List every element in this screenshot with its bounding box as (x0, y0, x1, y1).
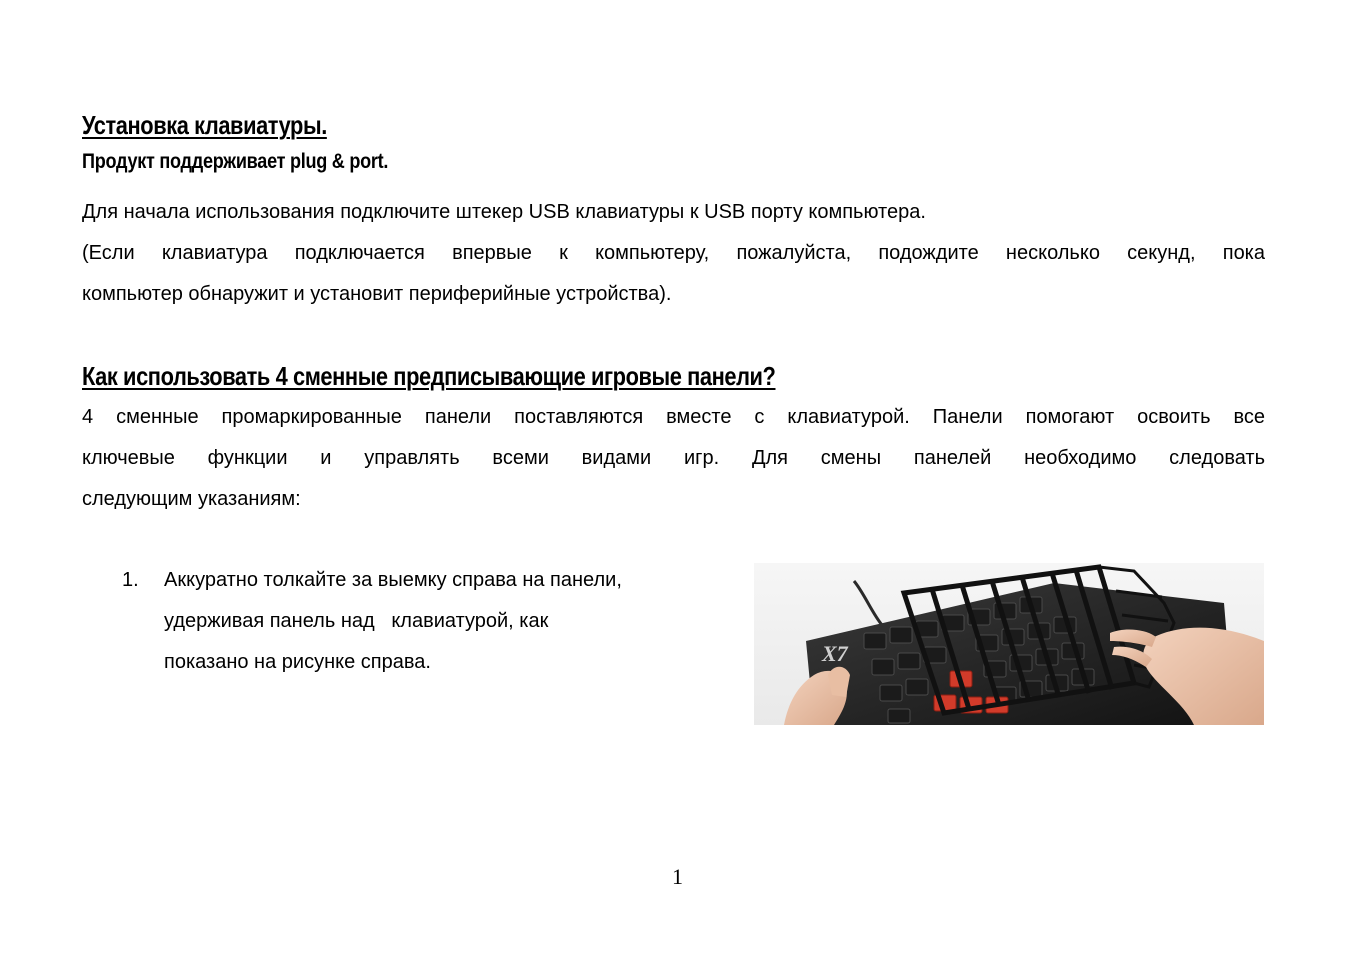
paragraph-line: Для начала использования подключите штекер USB клавиатуры к USB порту компьютера. (82, 201, 926, 223)
section-subtitle-plug-and-port: Продукт поддерживает plug & port. (82, 150, 389, 173)
paragraph-line: компьютер обнаружит и установит периферийные устройства). (82, 283, 672, 305)
step-text (164, 560, 724, 683)
step-line: показано на рисунке справа. (164, 651, 431, 673)
installation-paragraph (82, 192, 1265, 315)
game-panels-paragraph (82, 397, 1265, 520)
section-title-game-panels: Как использовать 4 сменные предписывающие игровые панели? (82, 361, 776, 391)
step-line: Аккуратно толкайте за выемку справа на панели, (164, 569, 622, 591)
page-number: 1 (672, 864, 683, 889)
section-title-keyboard-installation: Установка клавиатуры. (82, 110, 327, 140)
paragraph-line: (Если клавиатура подключается впервые к компьютеру, пожалуйста, подождите несколько секунд, пока (82, 242, 1265, 264)
paragraph-line: следующим указаниям: (82, 488, 301, 510)
keyboard-logo: X7 (822, 641, 848, 666)
keyboard-illustration (754, 563, 1264, 725)
paragraph-line: ключевые функции и управлять всеми видами игр. Для смены панелей необходимо следовать (82, 447, 1265, 469)
step-line: удерживая панель над клавиатурой, как (164, 610, 549, 632)
step-number: 1. (122, 569, 139, 591)
paragraph-line: 4 сменные промаркированные панели поставляются вместе с клавиатурой. Панели помогают освоить все (82, 406, 1265, 428)
keyboard-panel-photo (754, 563, 1264, 725)
